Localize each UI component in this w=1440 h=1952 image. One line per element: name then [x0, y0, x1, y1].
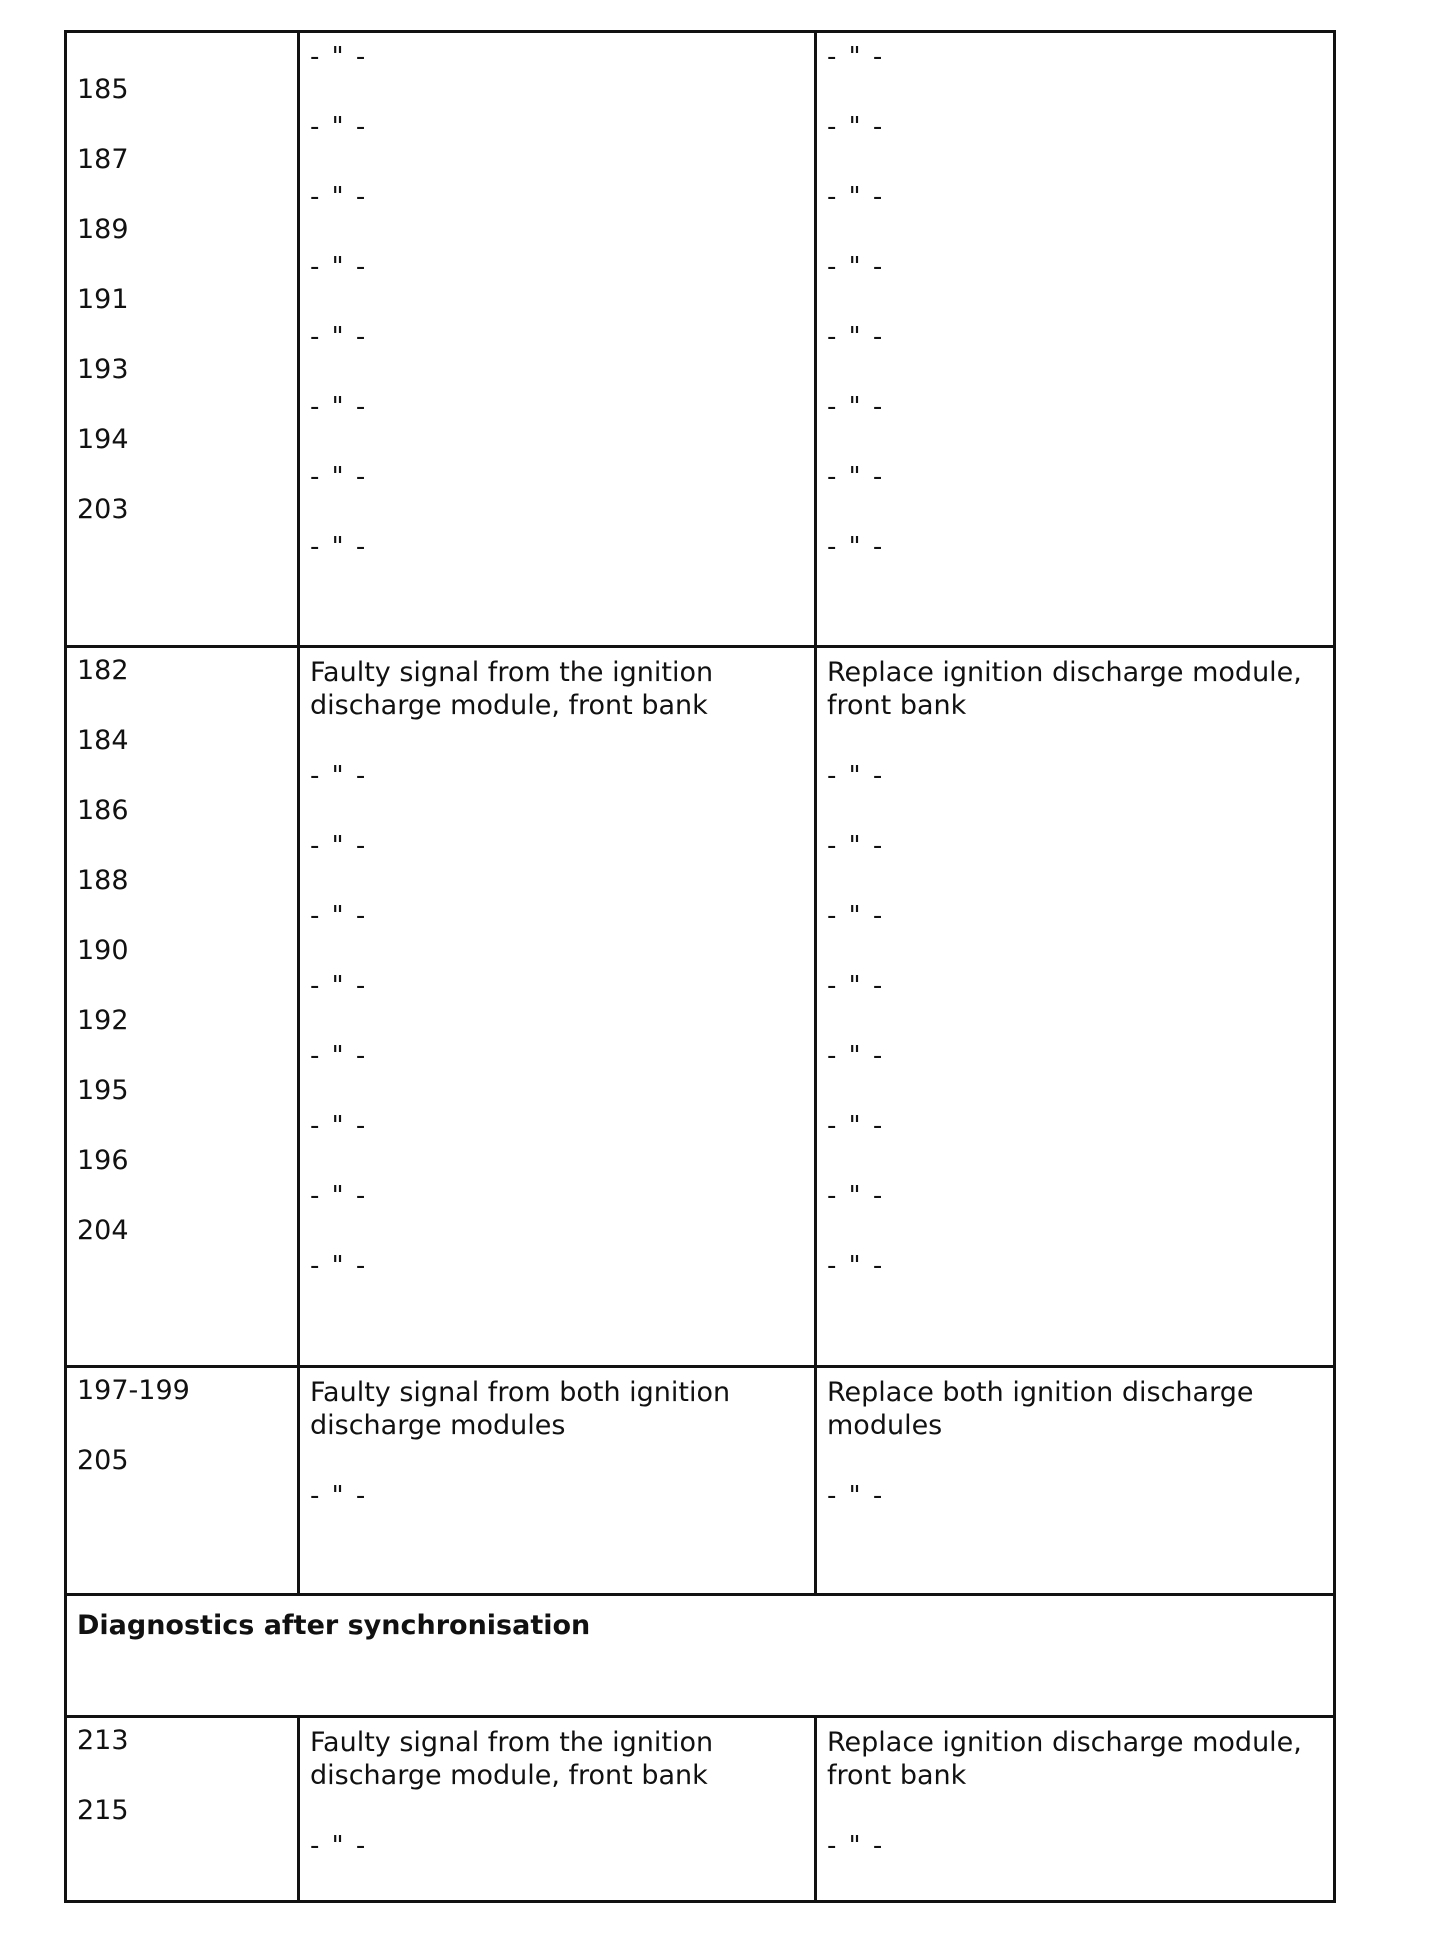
- ditto-mark: - " -: [310, 1041, 368, 1071]
- fault-code: 213: [77, 1725, 129, 1756]
- ditto-mark: - " -: [310, 901, 368, 931]
- ditto-mark: - " -: [827, 1481, 885, 1511]
- action-description: Replace ignition discharge module, front bank: [827, 657, 1302, 721]
- fault-code: 215: [77, 1795, 129, 1826]
- ditto-mark: - " -: [827, 1111, 885, 1141]
- ditto-mark: - " -: [310, 532, 368, 562]
- fault-code: 188: [77, 865, 129, 896]
- ditto-mark: - " -: [827, 761, 885, 791]
- ditto-mark: - " -: [310, 182, 368, 212]
- ditto-mark: - " -: [310, 971, 368, 1001]
- fault-cell: [300, 648, 817, 1365]
- fault-code: 205: [77, 1445, 129, 1476]
- fault-code: 185: [77, 74, 129, 105]
- fault-code: 190: [77, 935, 129, 966]
- ditto-mark: - " -: [310, 1111, 368, 1141]
- section-heading: Diagnostics after synchronisation: [77, 1610, 591, 1641]
- action-cell: [817, 1718, 1333, 1900]
- fault-code: 203: [77, 494, 129, 525]
- fault-code: 194: [77, 424, 129, 455]
- fault-description: Faulty signal from the ignition discharge module, front bank: [310, 1727, 714, 1791]
- code-cell: [67, 1718, 300, 1900]
- ditto-mark: - " -: [310, 42, 368, 72]
- ditto-mark: - " -: [827, 1041, 885, 1071]
- ditto-mark: - " -: [310, 1181, 368, 1211]
- fault-code: 193: [77, 354, 129, 385]
- fault-cell: [300, 1368, 817, 1593]
- fault-code: 191: [77, 284, 129, 315]
- fault-cell: [300, 1718, 817, 1900]
- action-description: Replace ignition discharge module, front bank: [827, 1727, 1302, 1791]
- code-cell: [67, 1368, 300, 1593]
- fault-code: 197-199: [77, 1375, 190, 1406]
- ditto-mark: - " -: [827, 462, 885, 492]
- fault-code: 187: [77, 144, 129, 175]
- ditto-mark: - " -: [827, 1181, 885, 1211]
- ditto-mark: - " -: [827, 831, 885, 861]
- ditto-mark: - " -: [827, 1251, 885, 1281]
- ditto-mark: - " -: [310, 831, 368, 861]
- code-cell: [67, 648, 300, 1365]
- code-cell: [67, 33, 300, 645]
- ditto-mark: - " -: [310, 112, 368, 142]
- section-heading-row: [64, 1593, 1336, 1715]
- ditto-mark: - " -: [827, 112, 885, 142]
- ditto-mark: - " -: [827, 252, 885, 282]
- ditto-mark: - " -: [827, 532, 885, 562]
- fault-description: Faulty signal from both ignition discharge modules: [310, 1377, 731, 1441]
- ditto-mark: - " -: [827, 322, 885, 352]
- ditto-mark: - " -: [827, 971, 885, 1001]
- ditto-mark: - " -: [827, 42, 885, 72]
- fault-cell: [300, 33, 817, 645]
- ditto-mark: - " -: [310, 1831, 368, 1861]
- ditto-mark: - " -: [827, 901, 885, 931]
- fault-code: 204: [77, 1215, 129, 1246]
- fault-code: 189: [77, 214, 129, 245]
- ditto-mark: - " -: [310, 392, 368, 422]
- action-description: Replace both ignition discharge modules: [827, 1377, 1254, 1441]
- action-cell: [817, 1368, 1333, 1593]
- fault-code: 196: [77, 1145, 129, 1176]
- ditto-mark: - " -: [310, 322, 368, 352]
- ditto-mark: - " -: [310, 1481, 368, 1511]
- table-row: [64, 645, 1336, 1365]
- ditto-mark: - " -: [310, 761, 368, 791]
- action-cell: [817, 33, 1333, 645]
- table-row: [64, 1365, 1336, 1593]
- fault-code: 192: [77, 1005, 129, 1036]
- ditto-mark: - " -: [310, 1251, 368, 1281]
- ditto-mark: - " -: [310, 462, 368, 492]
- table-row: [64, 1715, 1336, 1903]
- ditto-mark: - " -: [827, 1831, 885, 1861]
- ditto-mark: - " -: [827, 392, 885, 422]
- table-row: [64, 30, 1336, 645]
- ditto-mark: - " -: [827, 182, 885, 212]
- fault-code: 186: [77, 795, 129, 826]
- ditto-mark: - " -: [310, 252, 368, 282]
- fault-code: 195: [77, 1075, 129, 1106]
- diagnostics-table: [64, 30, 1336, 1903]
- fault-code: 184: [77, 725, 129, 756]
- fault-description: Faulty signal from the ignition discharge module, front bank: [310, 657, 714, 721]
- action-cell: [817, 648, 1333, 1365]
- fault-code: 182: [77, 655, 129, 686]
